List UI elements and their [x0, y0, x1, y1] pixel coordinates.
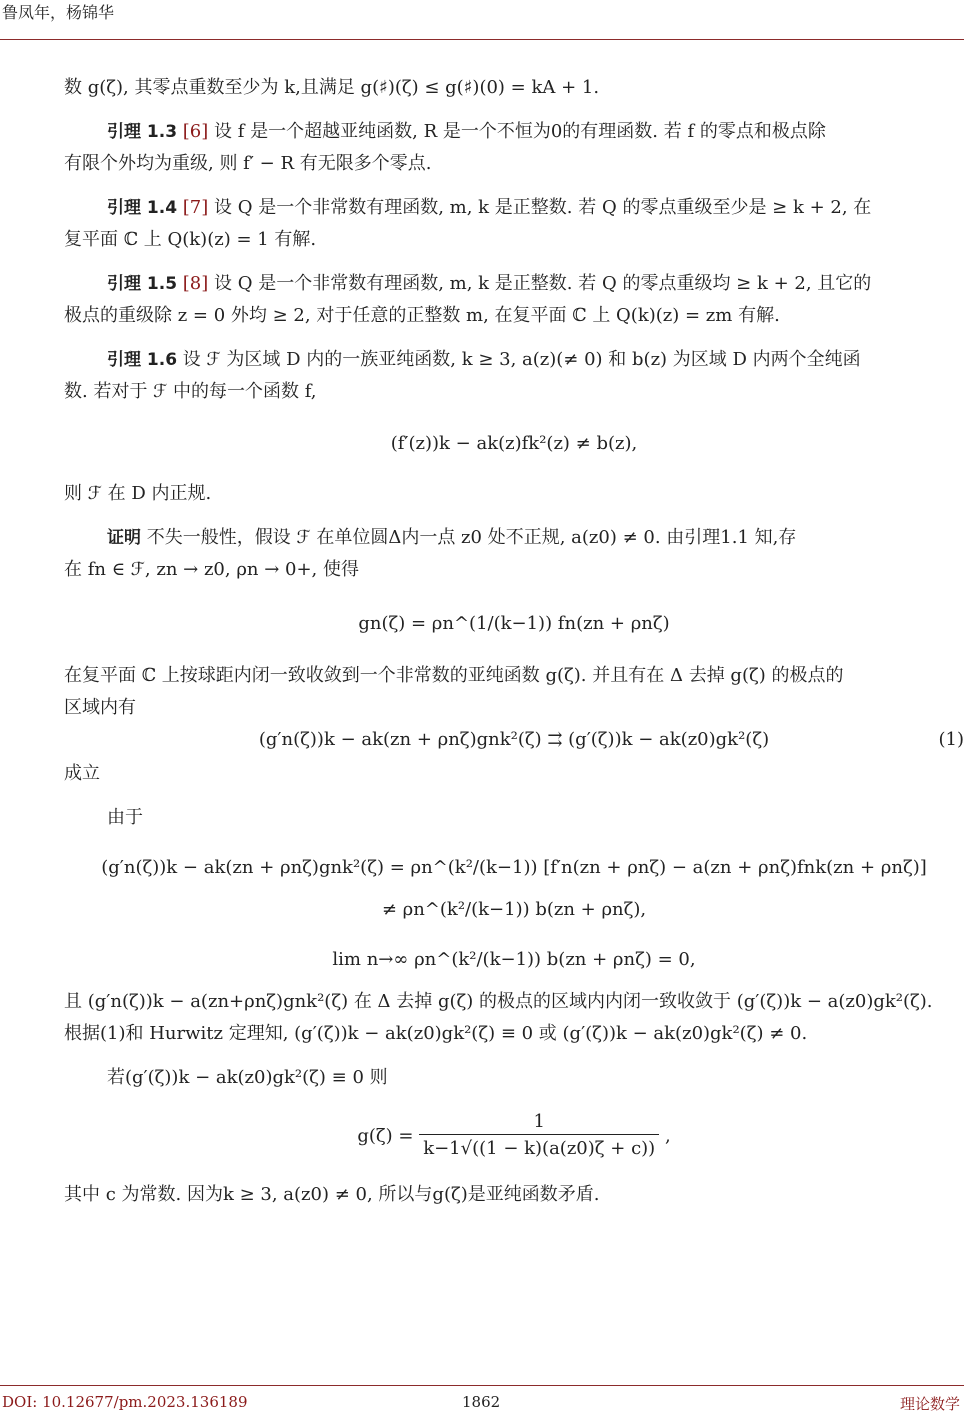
lemma-1-6-conclusion: 则 ℱ 在 D 内正规.: [64, 483, 212, 504]
proof-text-6: 由于: [107, 807, 143, 828]
equation-1: [64, 724, 964, 756]
equation-g-tail: ,: [664, 1125, 671, 1147]
equation-g-solution: [64, 1110, 964, 1163]
lemma-text: 设 f 是一个超越亚纯函数, R 是一个不恒为0的有理函数. 若 f 的零点和极点除: [214, 121, 826, 142]
proof-text-2: 在 fn ∈ ℱ, zn → z0, ρn → 0+, 使得: [64, 559, 359, 580]
lemma-1-6: [64, 344, 964, 376]
lemma-1-6-cont: 数. 若对于 ℱ 中的每一个函数 f,: [64, 381, 317, 402]
fraction-denominator: k−1√((1 − k)(a(z0)ζ + c)): [423, 1138, 656, 1159]
page-number: 1862: [462, 1393, 501, 1411]
citation-link[interactable]: [8]: [182, 273, 209, 294]
page-header: [0, 0, 964, 40]
proof-text-10: 其中 c 为常数. 因为k ≥ 3, a(z0) ≠ 0, 所以与g(ζ)是亚纯函数矛盾.: [64, 1184, 600, 1205]
equation-number: (1): [938, 729, 964, 750]
equation-gn: gn(ζ) = ρn^(1/(k−1)) fn(zn + ρnζ): [358, 613, 670, 634]
lemma-label: 引理 1.6: [107, 350, 178, 370]
lemma-1-4-cont: 复平面 ℂ 上 Q(k)(z) = 1 有解.: [64, 229, 317, 250]
proof-text-5: 成立: [64, 763, 100, 784]
lemma-text: 设 Q 是一个非常数有理函数, m, k 是正整数. 若 Q 的零点重级至少是 ≥ k + 2, 在: [214, 197, 872, 218]
proof-text-8: 根据(1)和 Hurwitz 定理知, (g′(ζ))k − ak(z0)gk²(ζ) ≡ 0 或 (g′(ζ))k − ak(z0)gk²(ζ) ≠ 0.: [64, 1023, 808, 1044]
intro-line: 数 g(ζ), 其零点重数至少为 k,且满足 g(♯)(ζ) ≤ g(♯)(0) = kA + 1.: [64, 77, 600, 98]
running-head-authors: 鲁凤年，杨锦华: [2, 3, 115, 22]
equation-1-body: (g′n(ζ))k − ak(zn + ρnζ)gnk²(ζ) ⇉ (g′(ζ))k − ak(z0)gk²(ζ): [258, 729, 770, 750]
citation-link[interactable]: [6]: [182, 121, 209, 142]
equation-g-lhs: g(ζ) =: [357, 1125, 414, 1147]
journal-link[interactable]: 理论数学: [899, 1395, 960, 1413]
equation-limit: lim n→∞ ρn^(k²/(k−1)) b(zn + ρnζ) = 0,: [332, 949, 696, 970]
equation-2-line-1: (g′n(ζ))k − ak(zn + ρnζ)gnk²(ζ) = ρn^(k²/(k−1)) [f′n(zn + ρnζ) − a(zn + ρnζ)fnk(zn + ρnζ)]: [101, 857, 927, 878]
proof-text-9: 若(g′(ζ))k − ak(z0)gk²(ζ) ≡ 0 则: [107, 1067, 388, 1088]
equation-2-line-2: ≠ ρn^(k²/(k−1)) b(zn + ρnζ),: [381, 899, 647, 920]
fraction: [419, 1110, 659, 1163]
doi-link[interactable]: DOI: 10.12677/pm.2023.136189: [2, 1393, 248, 1411]
page-footer: [0, 1385, 964, 1414]
lemma-label: 引理 1.4: [107, 198, 178, 218]
lemma-text: 设 ℱ 为区域 D 内的一族亚纯函数, k ≥ 3, a(z)(≠ 0) 和 b(z) 为区域 D 内两个全纯函: [182, 349, 861, 370]
citation-link[interactable]: [7]: [182, 197, 209, 218]
fraction-numerator: 1: [419, 1110, 659, 1135]
lemma-1-3-cont: 有限个外均为重级, 则 f′ − R 有无限多个零点.: [64, 153, 432, 174]
proof-text-7: 且 (g′n(ζ))k − a(zn+ρnζ)gnk²(ζ) 在 Δ 去掉 g(ζ) 的极点的区域内内闭一致收敛于 (g′(ζ))k − a(z0)gk²(ζ).: [64, 991, 933, 1012]
lemma-1-5-cont: 极点的重级除 z = 0 外均 ≥ 2, 对于任意的正整数 m, 在复平面 ℂ 上 Q(k)(z) = zm 有解.: [64, 305, 780, 326]
lemma-label: 引理 1.3: [107, 122, 178, 142]
lemma-1-4: [64, 192, 964, 224]
proof-text: 不失一般性，假设 ℱ 在单位圆Δ内一点 z0 处不正规, a(z0) ≠ 0. 由引理1.1 知,存: [146, 527, 797, 548]
proof-text-4: 区域内有: [64, 697, 136, 718]
footer-rule: [0, 1385, 964, 1386]
lemma-text: 设 Q 是一个非常数有理函数, m, k 是正整数. 若 Q 的零点重级均 ≥ k + 2, 且它的: [214, 273, 872, 294]
article-body: [64, 72, 964, 1211]
lemma-1-3: [64, 116, 964, 148]
equation-lemma-1-6: (f′(z))k − ak(z)fk²(z) ≠ b(z),: [390, 433, 638, 454]
header-rule: [0, 39, 964, 40]
proof-start: [64, 522, 964, 554]
proof-label: 证明: [107, 528, 141, 548]
lemma-1-5: [64, 268, 964, 300]
lemma-label: 引理 1.5: [107, 274, 178, 294]
proof-text-3: 在复平面 ℂ 上按球距内闭一致收敛到一个非常数的亚纯函数 g(ζ). 并且有在 Δ 去掉 g(ζ) 的极点的: [64, 665, 844, 686]
